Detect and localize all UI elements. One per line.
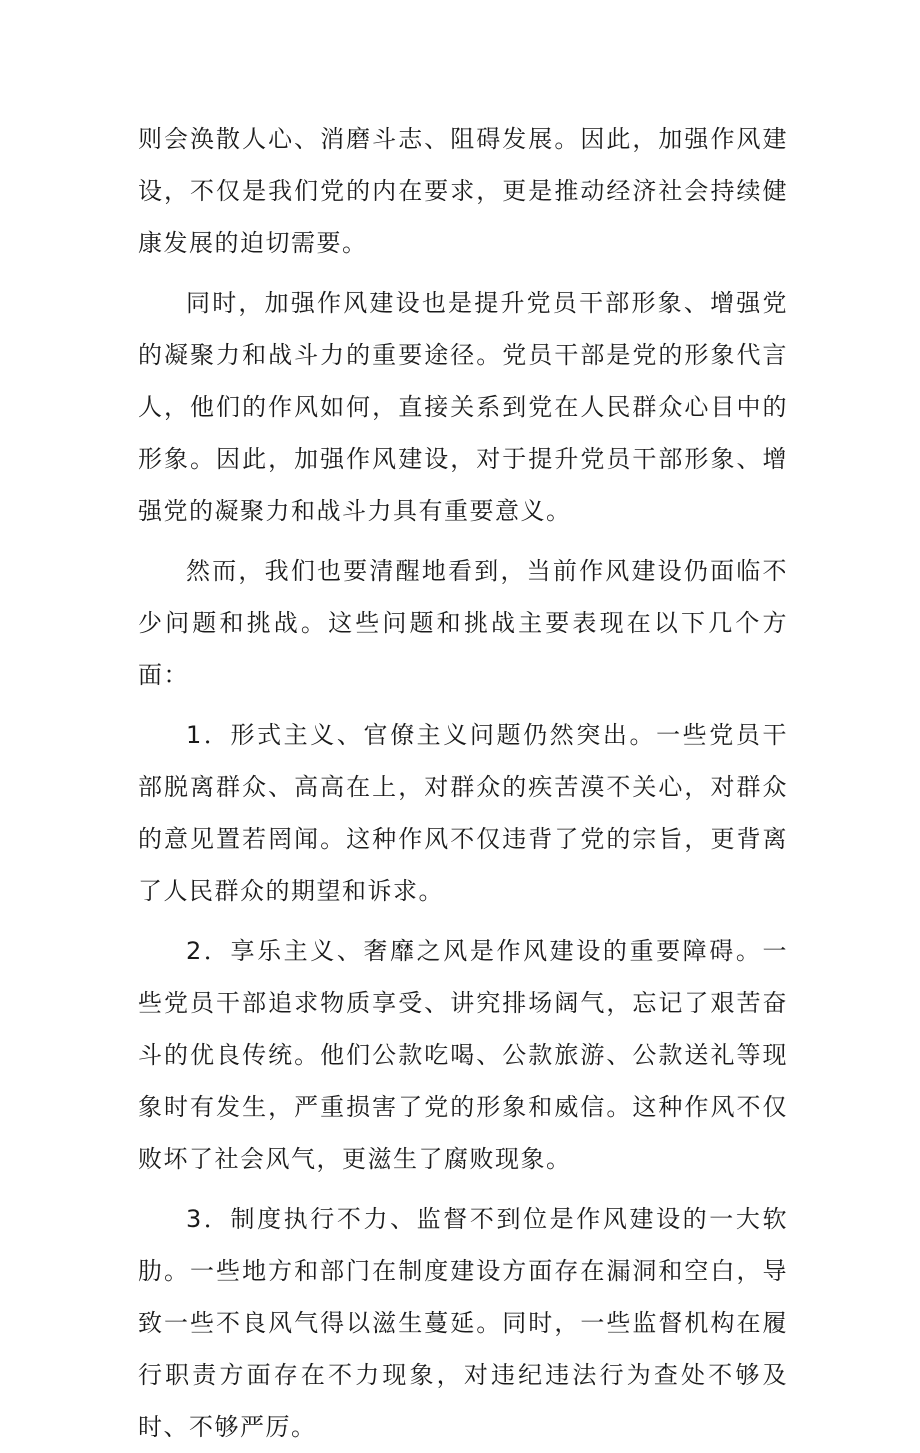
paragraph-item-1: 1．形式主义、官僚主义问题仍然突出。一些党员干部脱离群众、高高在上，对群众的疾苦漠不关心，对群众的意见置若罔闻。这种作风不仅违背了党的宗旨，更背离了人民群众的期望和诉求。: [138, 721, 788, 905]
paragraph-party-image: 同时，加强作风建设也是提升党员干部形象、增强党的凝聚力和战斗力的重要途径。党员干部是党的形象代言人，他们的作风如何，直接关系到党在人民群众心目中的形象。因此，加强作风建设，对于提升党员干部形象、增强党的凝聚力和战斗力具有重要意义。: [138, 289, 788, 525]
paragraph-continuation: 则会涣散人心、消磨斗志、阻碍发展。因此，加强作风建设，不仅是我们党的内在要求，更是推动经济社会持续健康发展的迫切需要。: [138, 125, 788, 257]
document-body: [138, 113, 788, 1453]
paragraph-problems-intro: 然而，我们也要清醒地看到，当前作风建设仍面临不少问题和挑战。这些问题和挑战主要表现在以下几个方面：: [138, 557, 788, 689]
paragraph-item-2: 2．享乐主义、奢靡之风是作风建设的重要障碍。一些党员干部追求物质享受、讲究排场阔气，忘记了艰苦奋斗的优良传统。他们公款吃喝、公款旅游、公款送礼等现象时有发生，严重损害了党的形象和威信。这种作风不仅败坏了社会风气，更滋生了腐败现象。: [138, 937, 788, 1173]
paragraph-item-3: 3．制度执行不力、监督不到位是作风建设的一大软肋。一些地方和部门在制度建设方面存在漏洞和空白，导致一些不良风气得以滋生蔓延。同时，一些监督机构在履行职责方面存在不力现象，对违纪违法行为查处不够及时、不够严厉。: [138, 1205, 788, 1441]
